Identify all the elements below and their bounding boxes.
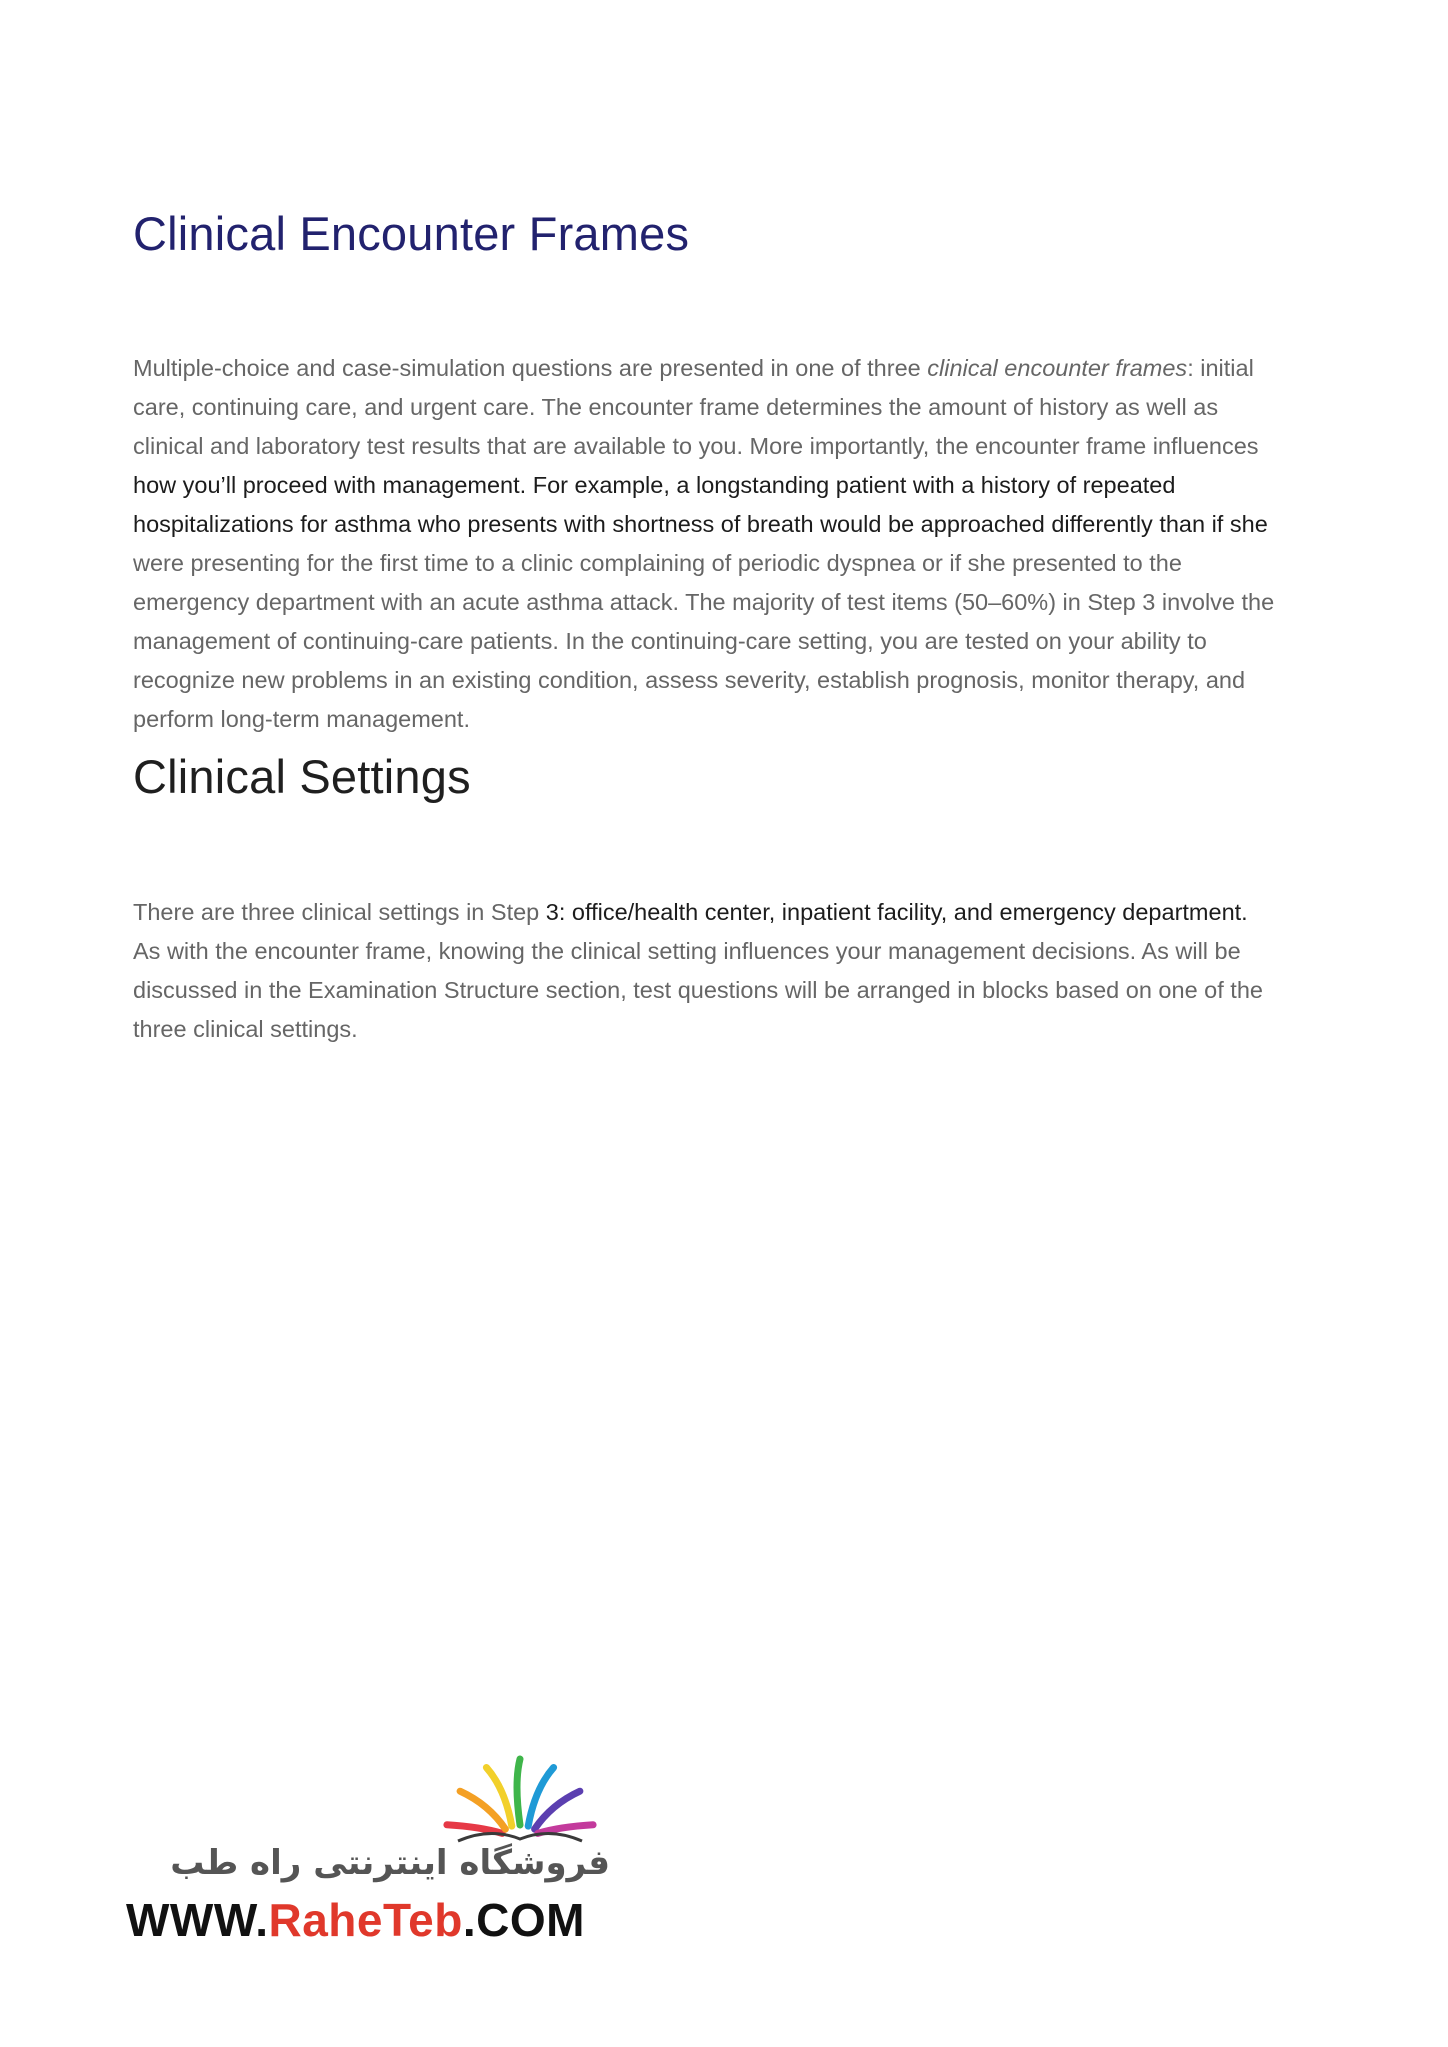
text-run: There are three clinical settings in Step [133,899,546,925]
text-run-emphasis: 3: office/health center, inpatient facility, and emergency department. [545,899,1248,925]
book-page-stroke [517,1759,520,1825]
heading-clinical-encounter-frames: Clinical Encounter Frames [133,207,690,260]
url-brand: RaheTeb [268,1894,463,1946]
text-line: care, continuing care, and urgent care. The encounter frame determines the amount of history as well as [133,394,1219,420]
text-line: discussed in the Examination Structure section, test questions will be arranged in blocks based on one of the [133,977,1263,1003]
text-line-emphasis: how you’ll proceed with management. For example, a longstanding patient with a history of repeated [133,472,1176,498]
text-run: Multiple-choice and case-simulation questions are presented in one of three [133,355,928,381]
raheteb-watermark-logo [122,1745,622,1945]
text-line: recognize new problems in an existing condition, assess severity, establish prognosis, monitor therapy, and [133,667,1246,693]
url-suffix: .COM [462,1894,585,1946]
italic-term: clinical encounter frames [927,355,1188,381]
text-line [133,893,1343,932]
paragraph-clinical-settings [133,893,1343,1049]
text-line: three clinical settings. [133,1016,358,1042]
text-line: clinical and laboratory test results that are available to you. More importantly, the encounter frame influences [133,433,1259,459]
heading-clinical-settings: Clinical Settings [133,750,471,803]
paragraph-encounter-frames [133,349,1343,739]
text-line: emergency department with an acute asthma attack. The majority of test items (50–60%) in Step 3 involve the [133,589,1275,615]
text-line: management of continuing-care patients. In the continuing-care setting, you are tested on your ability to [133,628,1207,654]
text-line-emphasis: hospitalizations for asthma who presents with shortness of breath would be approached differently than if she [133,511,1268,537]
text-line [133,349,1343,388]
text-line: perform long-term management. [133,706,470,732]
text-run: : initial [1187,355,1254,381]
watermark-url [126,1893,585,1947]
open-book-rainbow-icon [440,1745,600,1845]
watermark-persian-text: فروشگاه اینترنتی راه طب [170,1843,610,1883]
text-line: were presenting for the first time to a clinic complaining of periodic dyspnea or if she presented to the [133,550,1182,576]
url-prefix: WWW. [126,1894,269,1946]
text-line: As with the encounter frame, knowing the clinical setting influences your management decisions. As will be [133,938,1241,964]
